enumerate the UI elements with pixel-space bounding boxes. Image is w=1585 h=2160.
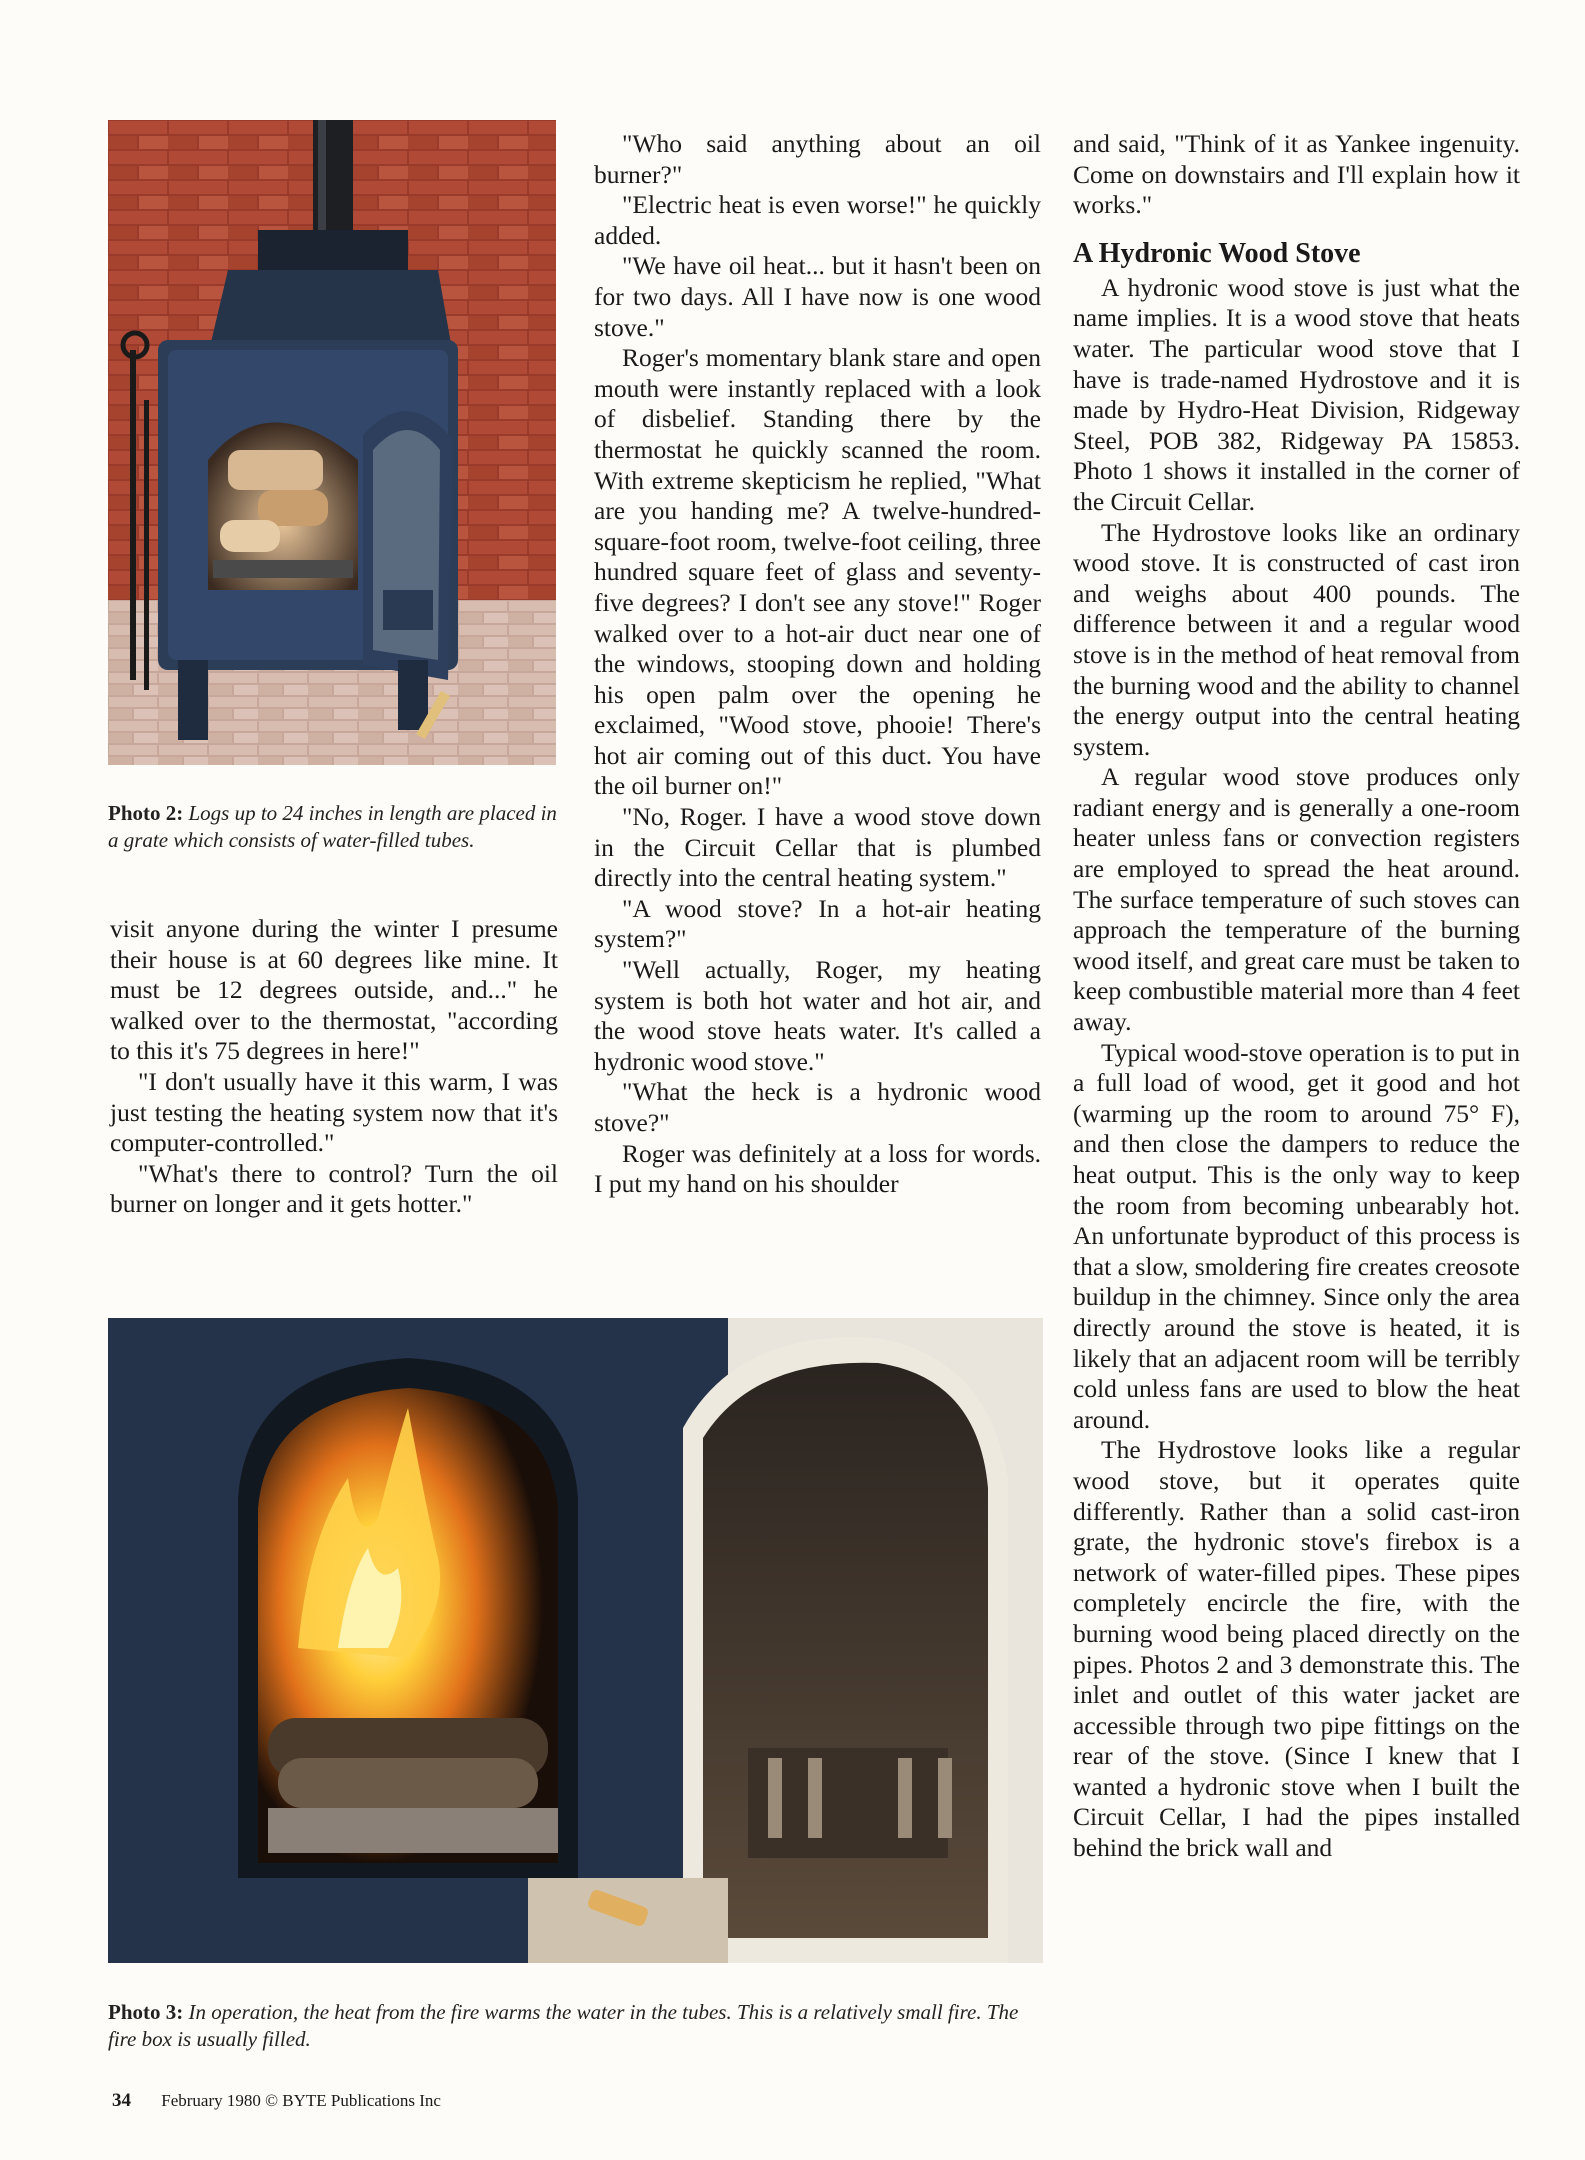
column-2 [594,129,1041,1200]
page-number: 34 [112,2090,131,2111]
photo-3-image [108,1318,1043,1963]
section-heading: A Hydronic Wood Stove [1073,237,1361,269]
col2-paragraph: Roger's momentary blank stare and open mouth were instantly replaced with a look of disbelief. Standing there by the thermostat he quickly scanned the room. With extreme skepticism he replied, "What are you handing me? A twelve-hundred-square-foot room, twelve-foot ceiling, three hundred square feet of glass and seventy-five degrees? I don't see any stove!" Roger walked over to a hot-air duct near one of the windows, stooping down and holding his open palm over the opening he exclaimed, "Wood stove, phooie! There's hot air coming out of this duct. You have the oil burner on!" [594,343,1041,801]
photo-3-label: Photo 3: [108,2000,184,2024]
col2-paragraph: "Electric heat is even worse!" he quickly added. [594,190,1041,250]
col2-paragraph: Roger was definitely at a loss for words. I put my hand on his shoulder [594,1138,1041,1199]
col3-paragraph: The Hydrostove looks like a regular wood stove, but it operates quite differently. Rather than a solid cast-iron grate, the hydronic stove's firebox is a network of water-filled pipes. These pipes completely encircle the fire, with the burning wood being placed directly on the pipes. Photos 2 and 3 demonstrate this. The inlet and outlet of this water jacket are accessible through two pipe fittings on the rear of the stove. (Since I knew that I wanted a hydronic stove when I built the Circuit Cellar, I had the pipes installed behind the brick wall and [1073,1435,1520,1863]
column-1 [110,914,558,1220]
photo-2 [108,120,556,765]
photo-2-caption [108,800,558,854]
col3-paragraph: A hydronic wood stove is just what the name implies. It is a wood stove that heats water. The particular wood stove that I have is trade-named Hydrostove and it is made by Hydro-Heat Division, Ridgeway Steel, POB 382, Ridgeway PA 15853. Photo 1 shows it installed in the corner of the Circuit Cellar. [1073,272,1520,516]
photo-3-text: In operation, the heat from the fire warms the water in the tubes. This is a relatively small fire. The fire box is usually filled. [108,2000,1019,2051]
col2-paragraph: "What the heck is a hydronic wood stove?" [594,1077,1041,1137]
page-footer [112,2090,441,2112]
col3-intro: and said, "Think of it as Yankee ingenuity. Come on downstairs and I'll explain how it works." [1073,129,1520,220]
col3-paragraph: The Hydrostove looks like an ordinary wood stove. It is constructed of cast iron and weighs about 400 pounds. The difference between it and a regular wood stove is in the method of heat removal from the burning wood and the ability to channel the energy output into the central heating system. [1073,517,1520,761]
column-3 [1073,129,1520,1864]
col2-paragraph: "We have oil heat... but it hasn't been on for two days. All I have now is one wood stove." [594,251,1041,342]
photo-3 [108,1318,1043,1963]
col1-paragraph: "I don't usually have it this warm, I was just testing the heating system now that it's computer-controlled." [110,1066,558,1158]
photo-2-label: Photo 2: [108,801,184,825]
col3-paragraph: A regular wood stove produces only radiant energy and is generally a one-room heater unless fans or convection registers are employed to spread the heat around. The surface temperature of such stoves can approach the temperature of the burning wood itself, and great care must be taken to keep combustible material more than 4 feet away. [1073,762,1520,1037]
col1-paragraph: visit anyone during the winter I presume their house is at 60 degrees like mine. It must be 12 degrees outside, and..." he walked over to the thermostat, "according to this it's 75 degrees in here!" [110,914,558,1066]
photo-3-caption [108,1999,1043,2053]
photo-2-text: Logs up to 24 inches in length are placed in a grate which consists of water-filled tubes. [108,801,557,852]
col1-paragraph: "What's there to control? Turn the oil burner on longer and it gets hotter." [110,1158,558,1219]
photo-2-image [108,120,556,765]
col3-paragraph: Typical wood-stove operation is to put in a full load of wood, get it good and hot (warming up the room to around 75° F), and then close the dampers to reduce the heat output. This is the only way to keep the room from becoming unbearably hot. An unfortunate byproduct of this process is that a slow, smoldering fire creates creosote buildup in the chimney. Since only the area directly around the stove is heated, it is likely that an adjacent room will be terribly cold unless fans are used to blow the heat around. [1073,1037,1520,1434]
col2-paragraph: "No, Roger. I have a wood stove down in the Circuit Cellar that is plumbed directly into the central heating system." [594,802,1041,893]
footer-text: February 1980 © BYTE Publications Inc [161,2091,441,2110]
col2-paragraph: "Who said anything about an oil burner?" [594,129,1041,189]
col2-paragraph: "Well actually, Roger, my heating system is both hot water and hot air, and the wood stove heats water. It's called a hydronic wood stove." [594,955,1041,1076]
col2-paragraph: "A wood stove? In a hot-air heating system?" [594,893,1041,954]
